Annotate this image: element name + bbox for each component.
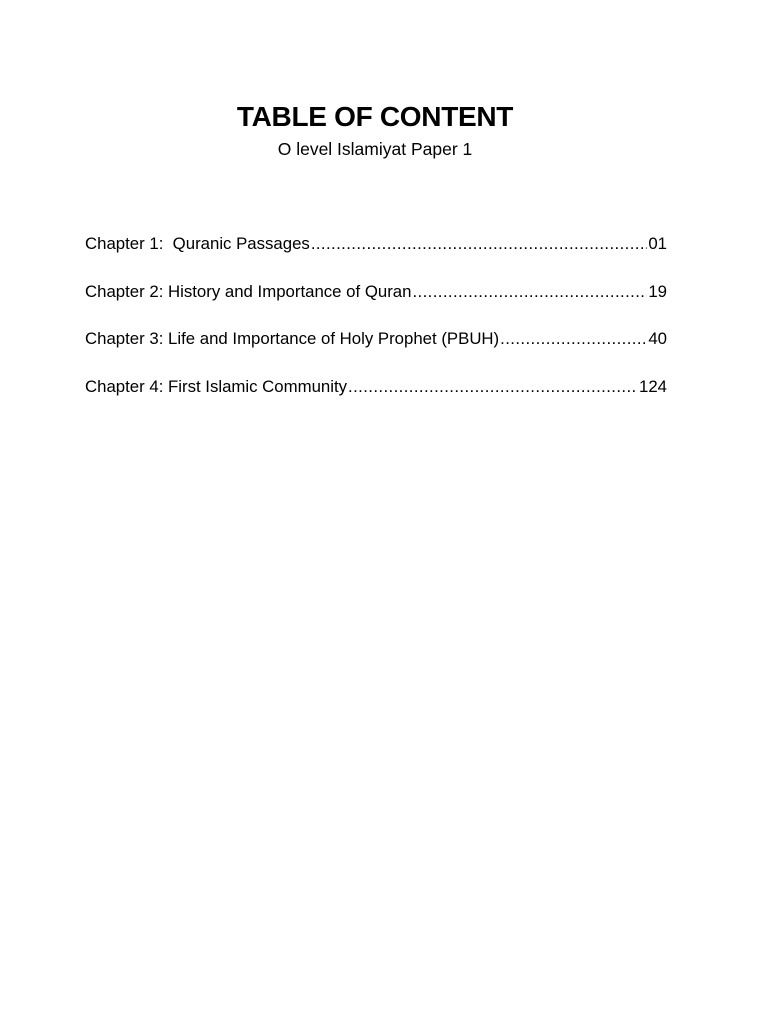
- toc-entry-chapter-2[interactable]: [85, 280, 667, 304]
- toc-entry-page-number: 40: [648, 329, 667, 348]
- toc-entry-chapter-1[interactable]: [85, 232, 667, 256]
- page-subtitle: O level Islamiyat Paper 1: [277, 139, 473, 159]
- table-of-contents: [85, 232, 667, 422]
- toc-entry-label: Chapter 4: First Islamic Community: [85, 376, 348, 396]
- toc-entry-chapter-4[interactable]: [85, 375, 667, 399]
- toc-dot-leader: [412, 280, 647, 304]
- toc-dot-leader: [348, 375, 638, 399]
- toc-entry-page-number: 01: [648, 234, 667, 253]
- toc-dot-leader: [311, 232, 648, 256]
- toc-entry-label: Chapter 3: Life and Importance of Holy Prophet (PBUH): [85, 329, 500, 348]
- page-title: TABLE OF CONTENT: [236, 101, 514, 132]
- toc-entry-label: Chapter 1: Quranic Passages: [85, 234, 310, 253]
- toc-entry-page-number: 124: [639, 376, 667, 396]
- toc-entry-label: Chapter 2: History and Importance of Quran: [85, 281, 412, 301]
- toc-entry-chapter-3[interactable]: [85, 327, 667, 351]
- toc-dot-leader: [500, 327, 647, 351]
- toc-entry-page-number: 19: [648, 281, 667, 301]
